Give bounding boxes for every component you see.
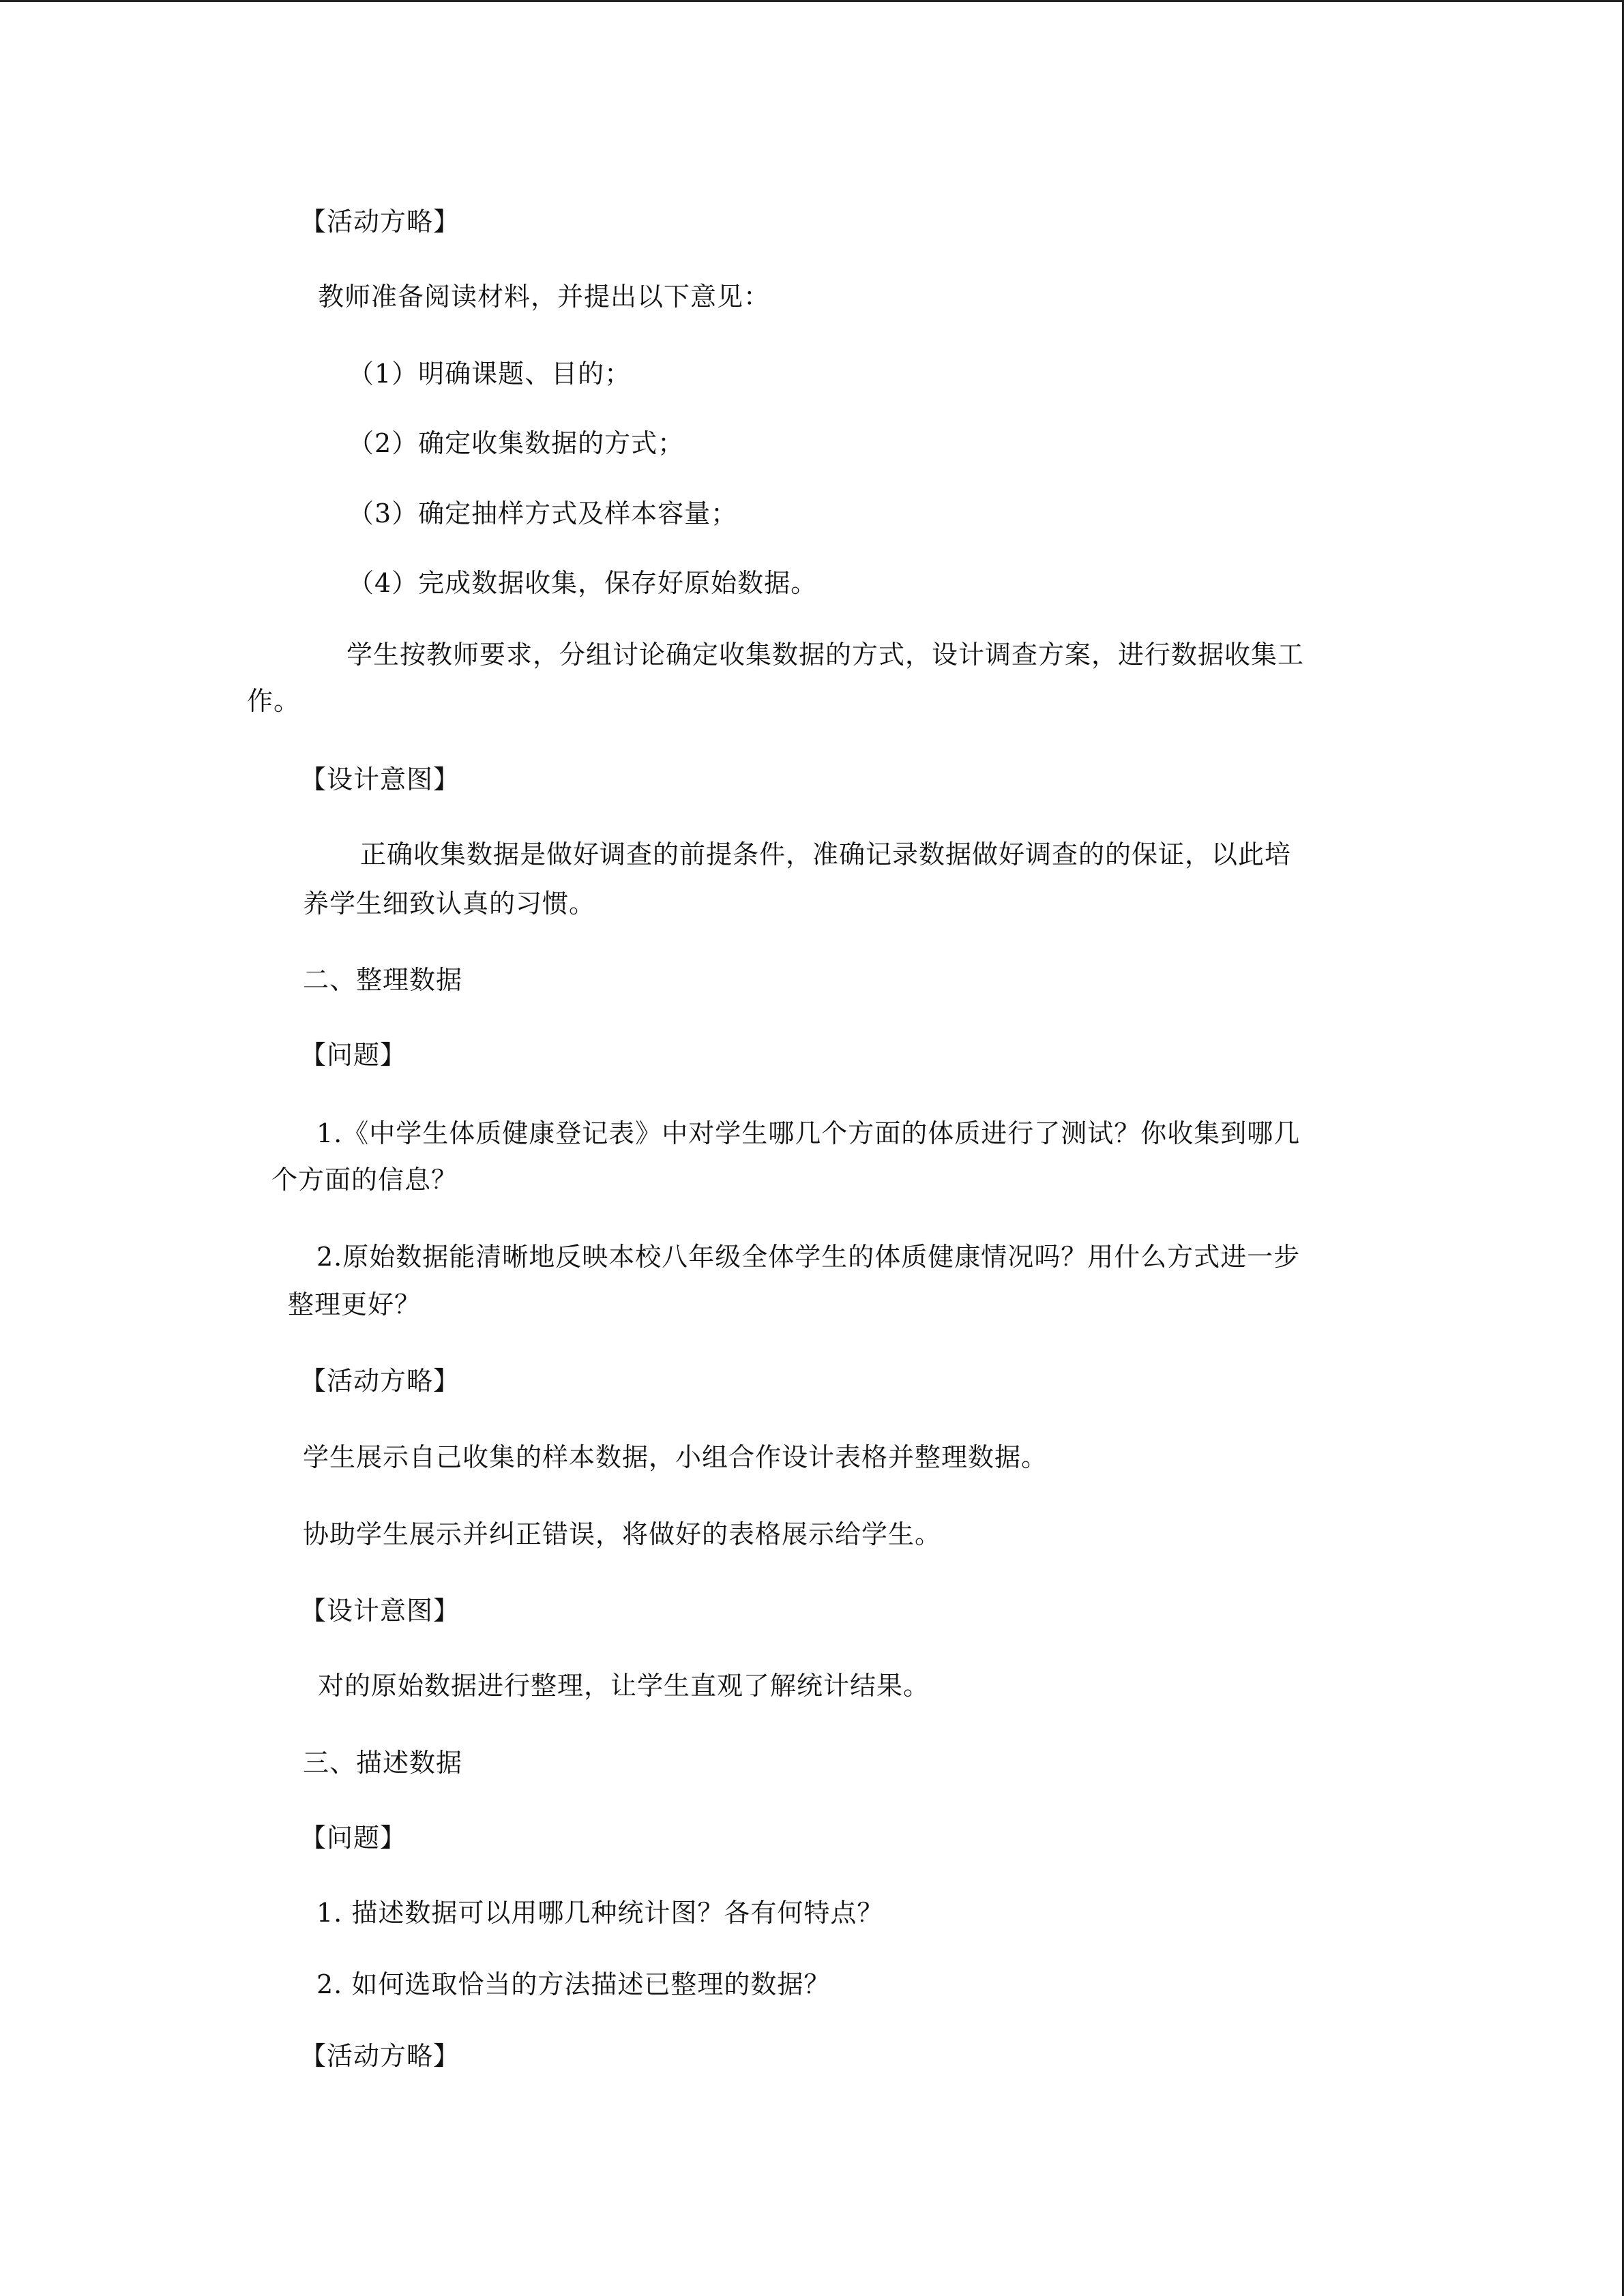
heading-activity-strategy-2: 【活动方略】 xyxy=(300,1366,460,1396)
heading-design-intent: 【设计意图】 xyxy=(300,764,460,794)
heading-question: 【问题】 xyxy=(300,1040,407,1070)
list-item-3: （3）确定抽样方式及样本容量； xyxy=(348,498,738,528)
question-2-line2: 整理更好？ xyxy=(288,1289,422,1320)
paragraph-student-task-line2: 作。 xyxy=(247,686,301,716)
list-item-2: （2）确定收集数据的方式； xyxy=(348,428,685,458)
heading-design-intent-2: 【设计意图】 xyxy=(300,1596,460,1626)
section-heading-organize-data: 二、整理数据 xyxy=(303,965,463,995)
describe-question-1: 1. 描述数据可以用哪几种统计图？各有何特点？ xyxy=(316,1898,884,1928)
question-1-line1: 1.《中学生体质健康登记表》中对学生哪几个方面的体质进行了测试？你收集到哪几 xyxy=(316,1118,1301,1148)
paragraph-student-display: 学生展示自己收集的样本数据，小组合作设计表格并整理数据。 xyxy=(303,1442,1048,1472)
paragraph-intent-2: 对的原始数据进行整理，让学生直观了解统计结果。 xyxy=(318,1671,930,1701)
list-item-1: （1）明确课题、目的； xyxy=(348,359,632,389)
section-heading-describe-data: 三、描述数据 xyxy=(303,1748,463,1778)
paragraph-intent-line1: 正确收集数据是做好调查的前提条件，准确记录数据做好调查的的保证，以此培 xyxy=(360,839,1292,869)
paragraph-assist-students: 协助学生展示并纠正错误，将做好的表格展示给学生。 xyxy=(303,1519,942,1549)
paragraph-student-task-line1: 学生按教师要求，分组讨论确定收集数据的方式，设计调查方案，进行数据收集工 xyxy=(346,640,1305,670)
describe-question-2: 2. 如何选取恰当的方法描述已整理的数据？ xyxy=(316,1969,831,1999)
question-1-line2: 个方面的信息？ xyxy=(271,1165,458,1195)
paragraph-intent-line2: 养学生细致认真的习惯。 xyxy=(303,889,596,919)
question-2-line1: 2.原始数据能清晰地反映本校八年级全体学生的体质健康情况吗？用什么方式进一步 xyxy=(316,1242,1301,1272)
heading-question-2: 【问题】 xyxy=(300,1823,407,1853)
paragraph-teacher-prep: 教师准备阅读材料，并提出以下意见： xyxy=(318,282,771,312)
heading-activity-strategy-3: 【活动方略】 xyxy=(300,2041,460,2071)
heading-activity-strategy: 【活动方略】 xyxy=(300,207,460,237)
list-item-4: （4）完成数据收集，保存好原始数据。 xyxy=(348,568,818,598)
